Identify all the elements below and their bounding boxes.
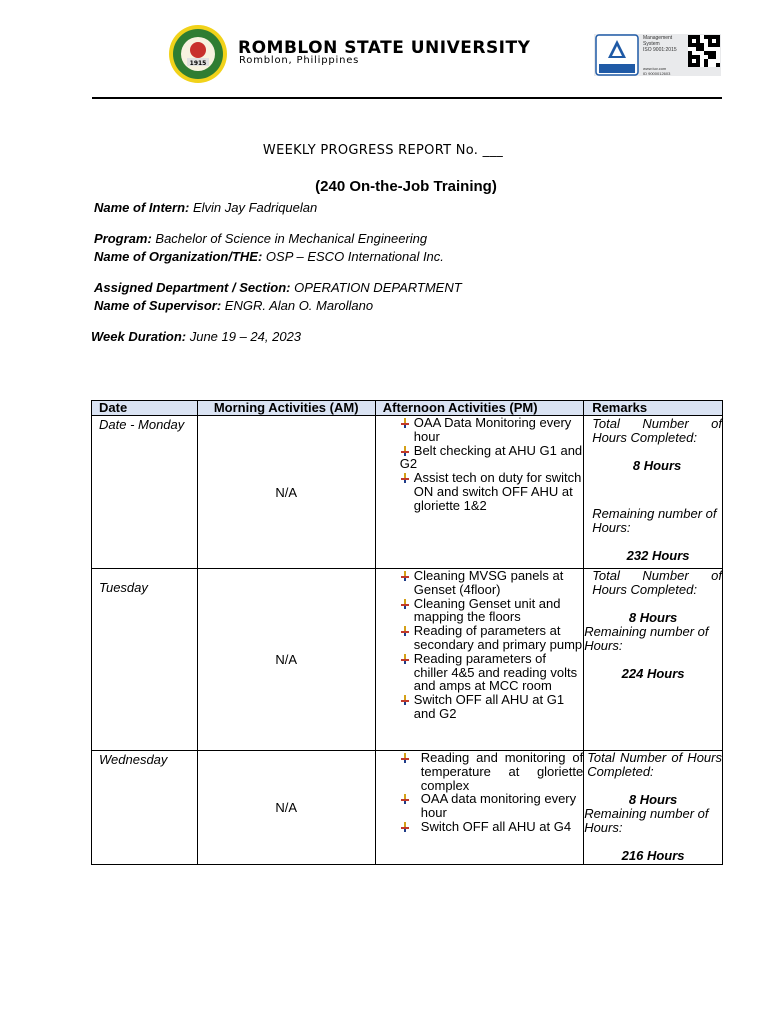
list-item: Switch OFF all AHU at G1 and G2 xyxy=(376,693,583,721)
program-field: Program: Bachelor of Science in Mechanical Engineering xyxy=(94,231,428,246)
university-name: ROMBLON STATE UNIVERSITY xyxy=(238,38,531,58)
certification-sub-text: www.tuv.com ID 9000012603 xyxy=(643,66,671,76)
col-header-pm: Afternoon Activities (PM) xyxy=(375,401,583,416)
col-header-remarks: Remarks xyxy=(584,401,723,416)
day-cell: Date - Monday xyxy=(92,416,198,569)
pin-bullet-icon xyxy=(400,599,411,609)
pin-bullet-icon xyxy=(400,695,411,705)
pin-bullet-icon xyxy=(400,753,411,763)
remarks-cell: Total Number of Hours Completed: 8 Hours Remaining number of Hours: 224 Hours xyxy=(584,569,723,751)
am-cell: N/A xyxy=(197,569,375,751)
list-item: Reading parameters of chiller 4&5 and reading volts and amps at MCC room xyxy=(376,652,583,693)
list-item: Belt checking at AHU G1 and G2 xyxy=(399,442,583,472)
seal-year: 1915 xyxy=(189,60,207,67)
day-cell: Tuesday xyxy=(92,569,198,751)
table-row xyxy=(92,751,723,865)
pin-bullet-icon xyxy=(400,654,411,664)
am-cell: N/A xyxy=(197,751,375,865)
pin-bullet-icon xyxy=(400,418,411,428)
list-item: Cleaning MVSG panels at Genset (4floor) xyxy=(376,569,583,597)
pin-bullet-icon xyxy=(400,571,411,581)
hours-remaining: 224 Hours xyxy=(621,666,685,681)
week-duration-field: Week Duration: June 19 – 24, 2023 xyxy=(91,329,302,344)
hours-remaining: 216 Hours xyxy=(621,848,685,863)
hours-completed: 8 Hours xyxy=(628,792,678,807)
organization-field: Name of Organization/THE: OSP – ESCO International Inc. xyxy=(94,249,444,264)
list-item: Reading of parameters at secondary and primary pump xyxy=(376,624,583,652)
pm-cell xyxy=(375,416,583,569)
table-row xyxy=(92,569,723,751)
hours-remaining: 232 Hours xyxy=(626,548,690,563)
certification-text: Management System ISO 9001:2015 xyxy=(643,35,677,53)
department-field: Assigned Department / Section: OPERATION DEPARTMENT xyxy=(94,280,462,295)
remarks-cell: Total Number of Hours Completed: 8 Hours Remaining number of Hours: 216 Hours xyxy=(584,750,722,863)
pm-cell xyxy=(375,751,583,865)
intern-field: Name of Intern: Elvin Jay Fadriquelan xyxy=(94,200,318,215)
report-subtitle: (240 On-the-Job Training) xyxy=(315,178,497,195)
pin-bullet-icon xyxy=(400,473,411,483)
col-header-am: Morning Activities (AM) xyxy=(197,401,375,416)
hours-completed: 8 Hours xyxy=(632,458,682,473)
activities-table xyxy=(91,400,723,865)
list-item: OAA data monitoring every hour xyxy=(376,792,583,820)
list-item: Switch OFF all AHU at G4 xyxy=(376,820,583,834)
report-title: WEEKLY PROGRESS REPORT No. ___ xyxy=(262,143,504,158)
hours-completed: 8 Hours xyxy=(628,610,678,625)
table-row xyxy=(92,416,723,569)
university-seal-logo xyxy=(163,24,233,84)
qr-code-icon xyxy=(688,35,720,67)
university-location: Romblon, Philippines xyxy=(239,55,360,66)
list-item: OAA Data Monitoring every hour xyxy=(376,416,583,444)
list-item: Assist tech on duty for switch ON and switch OFF AHU at gloriette 1&2 xyxy=(376,471,583,512)
day-cell: Wednesday xyxy=(92,751,198,865)
am-cell: N/A xyxy=(197,416,375,569)
list-item: Cleaning Genset unit and mapping the floors xyxy=(376,597,583,625)
col-header-date: Date xyxy=(92,401,198,416)
pin-bullet-icon xyxy=(400,446,411,456)
pin-bullet-icon xyxy=(400,626,411,636)
table-header-row xyxy=(92,401,723,416)
header-divider xyxy=(92,97,722,99)
supervisor-field: Name of Supervisor: ENGR. Alan O. Marollano xyxy=(94,298,374,313)
remarks-cell: Total Number of Hours Completed: 8 Hours Remaining number of Hours: 232 Hours xyxy=(584,416,723,569)
list-item: Reading and monitoring of temperature at gloriette complex xyxy=(376,751,583,792)
pm-cell xyxy=(375,569,583,751)
pin-bullet-icon xyxy=(400,822,411,832)
pin-bullet-icon xyxy=(400,794,411,804)
